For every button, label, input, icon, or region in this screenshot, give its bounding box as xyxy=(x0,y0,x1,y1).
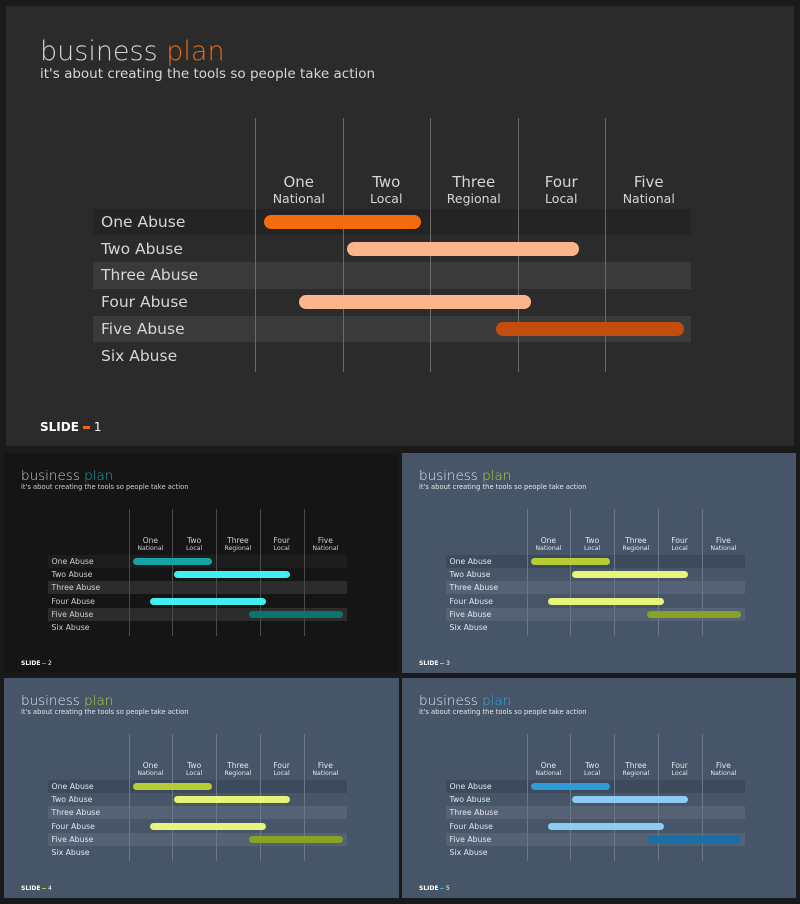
title-word-plan: plan xyxy=(84,468,114,484)
column-header-sub: Local xyxy=(545,190,578,206)
row-label: Four Abuse xyxy=(51,821,95,831)
title-word-plan: plan xyxy=(166,36,225,67)
row-label: One Abuse xyxy=(101,213,186,231)
column-header-name: One xyxy=(283,173,315,191)
slide-footer-label: SLIDE xyxy=(419,885,439,892)
column-header-name: Four xyxy=(671,761,688,770)
row-label: Three Abuse xyxy=(51,808,101,818)
row-label: Four Abuse xyxy=(449,821,493,831)
slide-subtitle: it's about creating the tools so people take action xyxy=(21,483,189,491)
column-header xyxy=(658,762,702,778)
slide-subtitle: it's about creating the tools so people take action xyxy=(419,483,587,491)
column-header-name: Two xyxy=(187,536,202,545)
timeline-bar[interactable] xyxy=(647,836,741,843)
slide-footer-number: 3 xyxy=(445,660,450,667)
slide-footer xyxy=(419,660,450,667)
column-header-name: One xyxy=(540,761,557,770)
column-header-name: Three xyxy=(452,173,496,191)
slide-footer xyxy=(419,885,450,892)
column-header xyxy=(216,762,260,778)
row-label: Five Abuse xyxy=(449,834,492,844)
column-header xyxy=(129,537,173,553)
column-header xyxy=(527,762,571,778)
column-header-sub: National xyxy=(137,770,164,778)
timeline-bar[interactable] xyxy=(174,571,290,578)
column-header-sub: National xyxy=(272,190,325,206)
row-label: Four Abuse xyxy=(51,596,95,606)
timeline-bar[interactable] xyxy=(347,242,579,256)
column-header xyxy=(570,762,614,778)
slide-footer-dash-icon xyxy=(42,888,46,890)
slide-footer-dash-icon xyxy=(42,663,46,665)
timeline-bar[interactable] xyxy=(133,783,212,790)
column-header xyxy=(260,762,304,778)
column-header-sub: Local xyxy=(370,190,403,206)
timeline-bar[interactable] xyxy=(531,783,610,790)
title-word-business: business xyxy=(419,468,478,484)
column-divider-line xyxy=(172,509,173,636)
row-label: Two Abuse xyxy=(51,794,93,804)
title-word-business: business xyxy=(21,693,80,709)
column-header-name: One xyxy=(540,536,557,545)
column-divider-line xyxy=(527,509,528,636)
column-divider-line xyxy=(570,509,571,636)
title-word-business: business xyxy=(419,693,478,709)
title-word-plan: plan xyxy=(84,693,114,709)
slide-title xyxy=(419,693,511,709)
column-header-name: Three xyxy=(625,761,647,770)
column-header xyxy=(129,762,173,778)
column-header xyxy=(527,537,571,553)
column-header-name: Three xyxy=(227,761,249,770)
slide-4[interactable] xyxy=(4,678,399,898)
column-header-sub: National xyxy=(137,545,164,553)
column-header-sub: Local xyxy=(671,545,688,553)
slide-3[interactable] xyxy=(402,453,796,673)
row-label: Two Abuse xyxy=(449,569,491,579)
slide-title xyxy=(419,468,511,484)
column-divider-line xyxy=(255,118,256,372)
timeline-bar[interactable] xyxy=(548,598,664,605)
slide-footer-number: 4 xyxy=(47,885,52,892)
column-header xyxy=(570,537,614,553)
column-header-sub: Regional xyxy=(622,770,650,778)
row-label: Four Abuse xyxy=(101,293,188,312)
column-header-name: Four xyxy=(671,536,688,545)
slide-title xyxy=(40,36,225,67)
slide-footer-dash-icon xyxy=(83,426,90,429)
timeline-bar[interactable] xyxy=(548,823,664,830)
column-header-sub: Regional xyxy=(224,545,252,553)
row-label: One Abuse xyxy=(51,781,94,791)
row-label: Six Abuse xyxy=(101,346,178,365)
timeline-bar[interactable] xyxy=(647,611,741,618)
timeline-bar[interactable] xyxy=(249,611,343,618)
timeline-bar[interactable] xyxy=(150,823,266,830)
column-header xyxy=(702,762,746,778)
column-header-sub: Local xyxy=(584,770,601,778)
timeline-bar[interactable] xyxy=(133,558,212,565)
slide-footer-number: 2 xyxy=(47,660,52,667)
row-label: Three Abuse xyxy=(101,266,199,285)
slide-footer-label: SLIDE xyxy=(21,660,41,667)
column-header xyxy=(518,174,606,206)
column-divider-line xyxy=(129,509,130,636)
column-header-sub: Local xyxy=(273,770,290,778)
column-header-sub: Regional xyxy=(224,770,252,778)
column-header-sub: Local xyxy=(584,545,601,553)
slide-footer-dash-icon xyxy=(440,888,444,890)
slide-footer-label: SLIDE xyxy=(21,885,41,892)
column-header xyxy=(702,537,746,553)
slide-title xyxy=(21,468,113,484)
column-header-name: Four xyxy=(273,761,290,770)
slide-subtitle: it's about creating the tools so people take action xyxy=(40,66,376,82)
timeline-bar[interactable] xyxy=(572,571,688,578)
column-header-sub: Local xyxy=(671,770,688,778)
row-label: Three Abuse xyxy=(449,808,499,818)
column-header xyxy=(260,537,304,553)
slide-footer-label: SLIDE xyxy=(419,660,439,667)
column-header-name: One xyxy=(142,536,159,545)
slide-subtitle: it's about creating the tools so people take action xyxy=(21,708,189,716)
column-header-name: Five xyxy=(715,761,731,770)
timeline-bar[interactable] xyxy=(264,215,422,229)
slide-footer-dash-icon xyxy=(440,663,444,665)
slide-footer xyxy=(40,420,102,434)
column-divider-line xyxy=(570,734,571,861)
column-header-sub: National xyxy=(535,770,562,778)
timeline-bar[interactable] xyxy=(299,295,531,309)
slide-footer xyxy=(21,660,52,667)
row-label: Two Abuse xyxy=(101,239,183,258)
row-label: Two Abuse xyxy=(51,569,93,579)
row-label: Five Abuse xyxy=(51,834,94,844)
column-divider-line xyxy=(172,734,173,861)
row-label: Four Abuse xyxy=(449,596,493,606)
column-header-name: Two xyxy=(585,761,600,770)
timeline-bar[interactable] xyxy=(531,558,610,565)
column-header-name: Four xyxy=(273,536,290,545)
title-word-business: business xyxy=(21,468,80,484)
column-header-name: Five xyxy=(317,536,333,545)
timeline-bar[interactable] xyxy=(496,322,684,336)
column-divider-line xyxy=(343,118,344,372)
column-divider-line xyxy=(129,734,130,861)
slide-5[interactable] xyxy=(402,678,796,898)
slide-footer-number: 5 xyxy=(445,885,450,892)
row-label: Five Abuse xyxy=(449,609,492,619)
title-word-plan: plan xyxy=(482,693,512,709)
slide-subtitle: it's about creating the tools so people take action xyxy=(419,708,587,716)
slide-title xyxy=(21,693,113,709)
column-header xyxy=(430,174,518,206)
column-header-sub: National xyxy=(312,545,339,553)
column-header-sub: Local xyxy=(273,545,290,553)
column-header xyxy=(658,537,702,553)
column-header xyxy=(172,537,216,553)
column-header xyxy=(255,174,343,206)
row-label: Five Abuse xyxy=(101,319,185,338)
column-header xyxy=(172,762,216,778)
column-header xyxy=(304,762,348,778)
column-header-sub: Regional xyxy=(622,545,650,553)
column-header xyxy=(605,174,693,206)
timeline-bar[interactable] xyxy=(249,836,343,843)
column-header-sub: National xyxy=(622,190,675,206)
column-header-name: Two xyxy=(585,536,600,545)
title-word-plan: plan xyxy=(482,468,512,484)
column-header-sub: National xyxy=(710,770,737,778)
timeline-bar[interactable] xyxy=(174,796,290,803)
slide-2[interactable] xyxy=(4,453,399,673)
column-header-sub: Local xyxy=(186,770,203,778)
column-header xyxy=(216,537,260,553)
timeline-bar[interactable] xyxy=(150,598,266,605)
column-header-sub: Local xyxy=(186,545,203,553)
column-header-sub: National xyxy=(535,545,562,553)
row-label: Six Abuse xyxy=(449,623,488,633)
row-label: Six Abuse xyxy=(51,848,90,858)
row-label: Five Abuse xyxy=(51,609,94,619)
column-header-name: Two xyxy=(187,761,202,770)
column-header-name: One xyxy=(142,761,159,770)
column-header-name: Three xyxy=(625,536,647,545)
row-label: One Abuse xyxy=(51,556,94,566)
row-label: Two Abuse xyxy=(449,794,491,804)
slide-footer xyxy=(21,885,52,892)
column-header-name: Five xyxy=(633,173,664,191)
row-label: One Abuse xyxy=(449,556,492,566)
row-label: Three Abuse xyxy=(449,583,499,593)
timeline-bar[interactable] xyxy=(572,796,688,803)
row-label: Six Abuse xyxy=(51,623,90,633)
column-header xyxy=(304,537,348,553)
column-divider-line xyxy=(527,734,528,861)
slide-footer-label: SLIDE xyxy=(40,420,79,434)
row-label: One Abuse xyxy=(449,781,492,791)
column-header-name: Two xyxy=(372,173,401,191)
column-header xyxy=(614,762,658,778)
column-header-name: Three xyxy=(227,536,249,545)
column-header-name: Four xyxy=(544,173,578,191)
column-header-name: Five xyxy=(715,536,731,545)
column-header-sub: National xyxy=(312,770,339,778)
title-word-business: business xyxy=(40,36,158,67)
row-label: Six Abuse xyxy=(449,848,488,858)
slide-1[interactable] xyxy=(6,6,794,446)
column-header xyxy=(343,174,431,206)
row-label: Three Abuse xyxy=(51,583,101,593)
column-header-sub: Regional xyxy=(446,190,501,206)
slide-footer-number: 1 xyxy=(93,420,102,434)
column-header xyxy=(614,537,658,553)
column-header-sub: National xyxy=(710,545,737,553)
column-header-name: Five xyxy=(317,761,333,770)
